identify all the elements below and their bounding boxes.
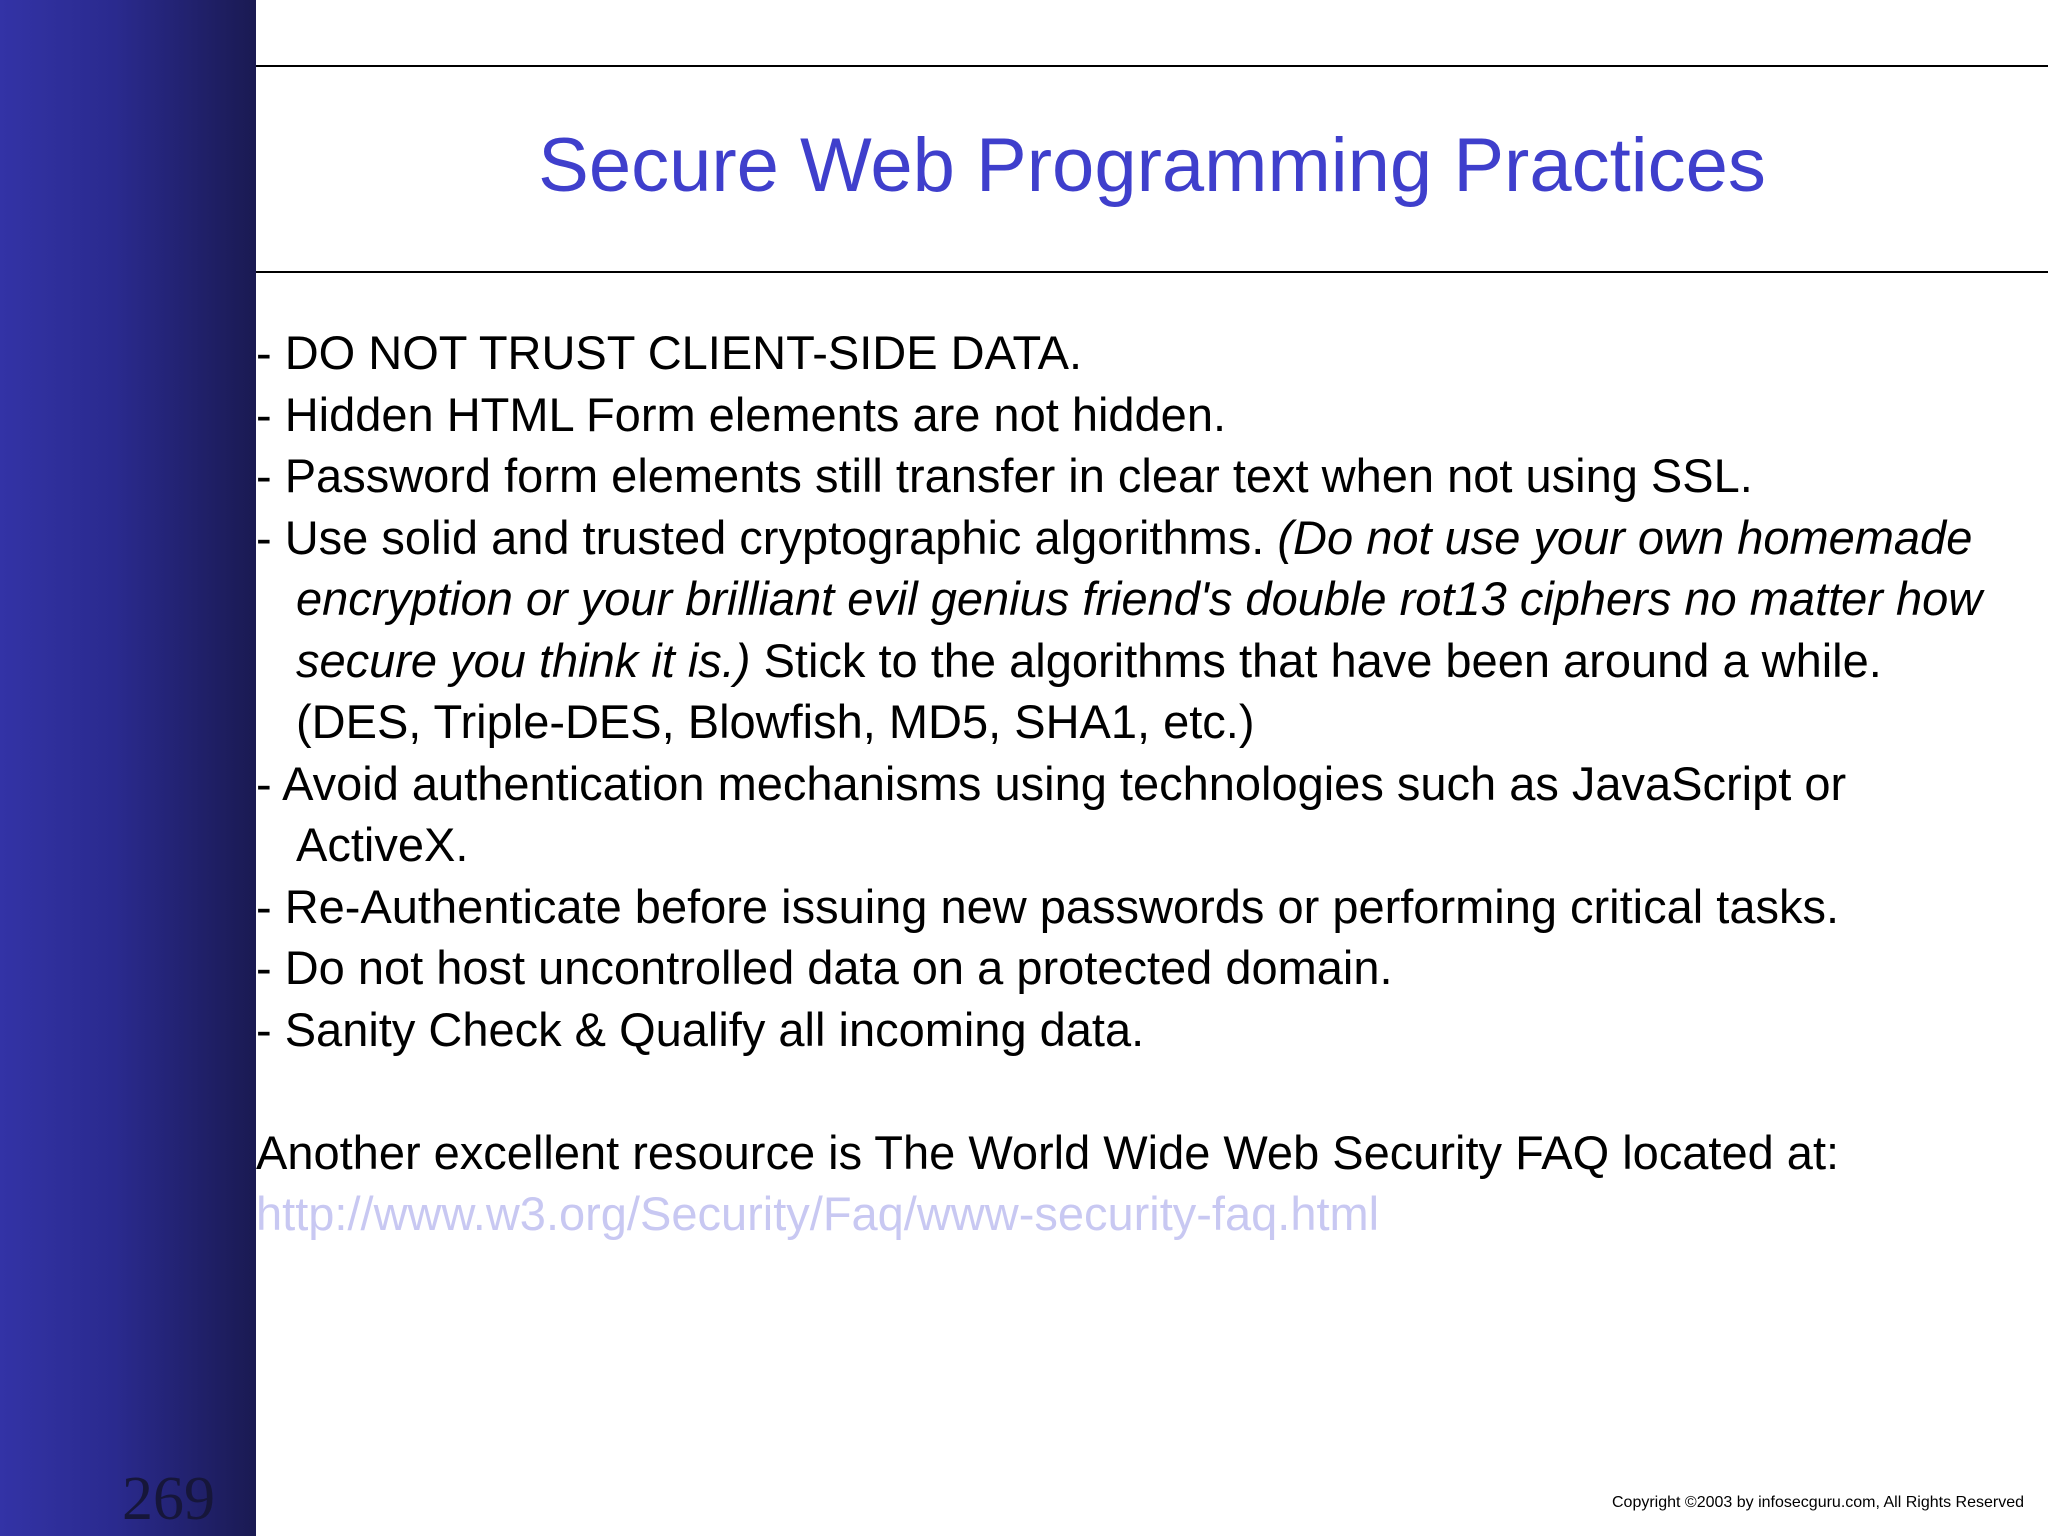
bullet-sanity-check: - Sanity Check & Qualify all incoming data. xyxy=(256,1002,1145,1056)
slide-title: Secure Web Programming Practices xyxy=(538,123,1766,208)
sidebar-gradient-bar xyxy=(0,0,256,1536)
bullet-protected-domain: - Do not host uncontrolled data on a protected domain. xyxy=(256,941,1393,994)
bullet-avoid-js-activex-auth: - Avoid authentication mechanisms using technologies such as JavaScript or ActiveX. xyxy=(256,756,1847,871)
bullet-crypto-lead: - Use solid and trusted cryptographic algorithms. xyxy=(256,510,1278,564)
title-bottom-rule xyxy=(256,271,2048,273)
resource-text: Another excellent resource is The World Wide Web Security FAQ located at: xyxy=(256,1125,1840,1179)
security-faq-link[interactable]: http://www.w3.org/Security/Faq/www-security-faq.html xyxy=(256,1187,1380,1240)
body-spacer xyxy=(256,1060,2016,1122)
copyright-notice: Copyright ©2003 by infosecguru.com, All Rights Reserved xyxy=(1612,1494,2024,1511)
bullet-client-side-data: - DO NOT TRUST CLIENT-SIDE DATA. xyxy=(256,326,1083,379)
bullet-cryptographic-algorithms xyxy=(256,507,2016,753)
slide-body xyxy=(256,322,2016,1245)
bullet-crypto-tail: Stick to the algorithms that have been around a while. (DES, Triple-DES, Blowfish, MD5, SHA1, etc.) xyxy=(296,633,1882,748)
bullet-hidden-form-elements: - Hidden HTML Form elements are not hidden. xyxy=(256,387,1227,441)
bullet-crypto-italic-note: (Do not use your own homemade encryption or your brilliant evil genius friend's double rot13 ciphers no matter how secure you think it is.) xyxy=(296,510,1983,687)
bullet-re-authenticate: - Re-Authenticate before issuing new passwords or performing critical tasks. xyxy=(256,879,1840,933)
bullet-password-clear-text: - Password form elements still transfer in clear text when not using SSL. xyxy=(256,449,1753,502)
page-number: 269 xyxy=(122,1465,215,1533)
title-top-rule xyxy=(256,65,2048,67)
